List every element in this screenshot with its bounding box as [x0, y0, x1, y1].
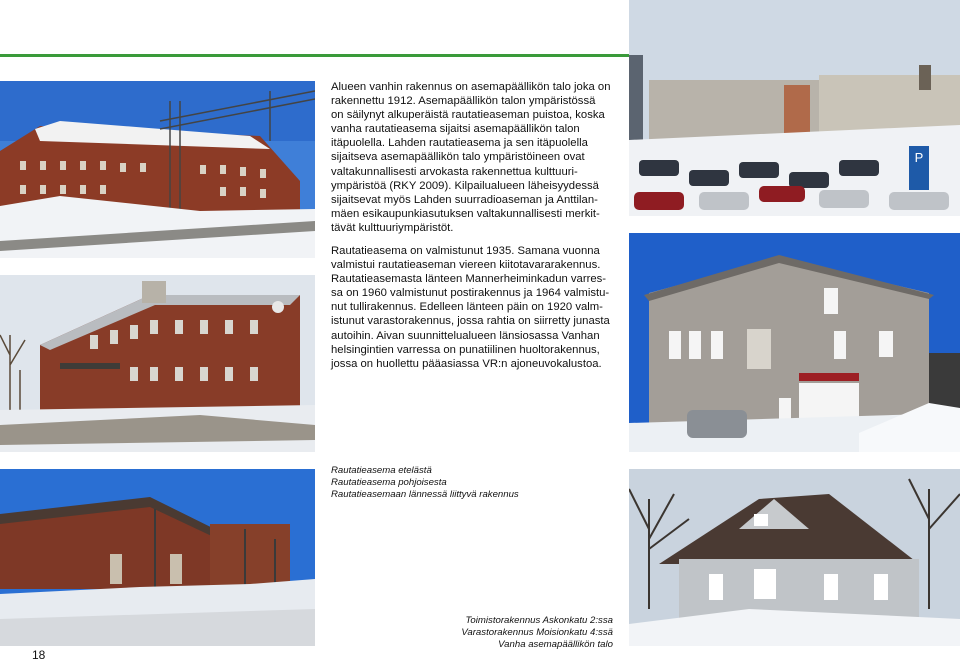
caption: Varastorakennus Moisionkatu 4:ssä: [461, 627, 613, 639]
text-line: tävät kulttuuriympäristöt.: [331, 221, 454, 234]
text-line: valtakunnallisesti arvokasta rakennettua kulttuuri-: [331, 165, 578, 178]
paragraph-history-text: [331, 80, 619, 235]
page-number: 18: [32, 648, 46, 662]
captions-right-photos: [461, 615, 613, 652]
photo-station-south: [0, 81, 315, 258]
text-line: mäen esikaupunkiasutuksen valtakunnallisesti merkit-: [331, 207, 600, 220]
captions-left-photos: [331, 465, 519, 502]
text-line: rakennettu 1912. Asemapäällikön talon ympäristössä: [331, 95, 596, 108]
text-line: sa on 1960 valmistunut postirakennus ja 1964 valmistu-: [331, 287, 610, 300]
text-line: autoihin. Aivan suunnittelualueen länsiosassa Vanhan: [331, 329, 600, 342]
caption: Rautatieasema etelästä: [331, 465, 432, 476]
paragraph-history: [331, 80, 619, 235]
text-line: sijaitsevat myös Lahden suurradioaseman ja Anttilan-: [331, 193, 598, 206]
caption: Rautatieasemaan lännessä liittyvä rakennus: [331, 489, 519, 501]
text-line: Alueen vanhin rakennus on asemapäällikön talo joka on: [331, 81, 611, 93]
text-line: valmistui rautatieaseman viereen kiitotavararakennus.: [331, 259, 601, 272]
text-line: Rautatieasemasta länteen Mannerheiminkadun varres-: [331, 273, 607, 286]
parking-sign-letter: P: [914, 150, 924, 165]
paragraph-buildings: [331, 244, 619, 371]
photo-western-building: [0, 469, 315, 646]
caption: Rautatieasema pohjoisesta: [331, 477, 447, 489]
text-line: sijaitseva asemapäällikön talo ympäristöineen ovat: [331, 151, 585, 164]
text-line: ympäristöä (RKY 2009). Kilpailualueen läheisyydessä: [331, 179, 599, 192]
text-line: helsingintien varressa on punatiilinen huoltorakennus,: [331, 343, 600, 356]
text-line: jossa on huollettu pääasiassa VR:n ajoneuvokalustoa.: [331, 357, 602, 370]
text-line: Rautatieasema on valmistunut 1935. Samana vuonna: [331, 245, 600, 257]
photo-station-north: [0, 275, 315, 452]
caption: Vanha asemapäällikön talo: [498, 639, 613, 651]
text-line: istunut varastorakennus, jossa rahtia on siirretty junasta: [331, 315, 610, 328]
photo-parking-area: [629, 0, 960, 216]
photo-office-askonkatu: [629, 233, 960, 452]
paragraph-buildings-text: [331, 244, 619, 371]
text-line: on säilynyt alkuperäistä rautatieaseman puistoa, koska: [331, 109, 605, 122]
text-line: vanha rautatieasema sijaitsi asemapäällikön talon: [331, 123, 580, 136]
photo-stationmaster-house: [629, 469, 960, 646]
text-line: itäpuolella. Lahden rautatieasema ja sen itäpuolella: [331, 137, 588, 150]
header-accent-rule: [0, 54, 629, 57]
caption: Toimistorakennus Askonkatu 2:ssa: [465, 615, 613, 626]
text-line: nut tullirakennus. Edelleen länteen päin on 1920 valm-: [331, 301, 603, 314]
